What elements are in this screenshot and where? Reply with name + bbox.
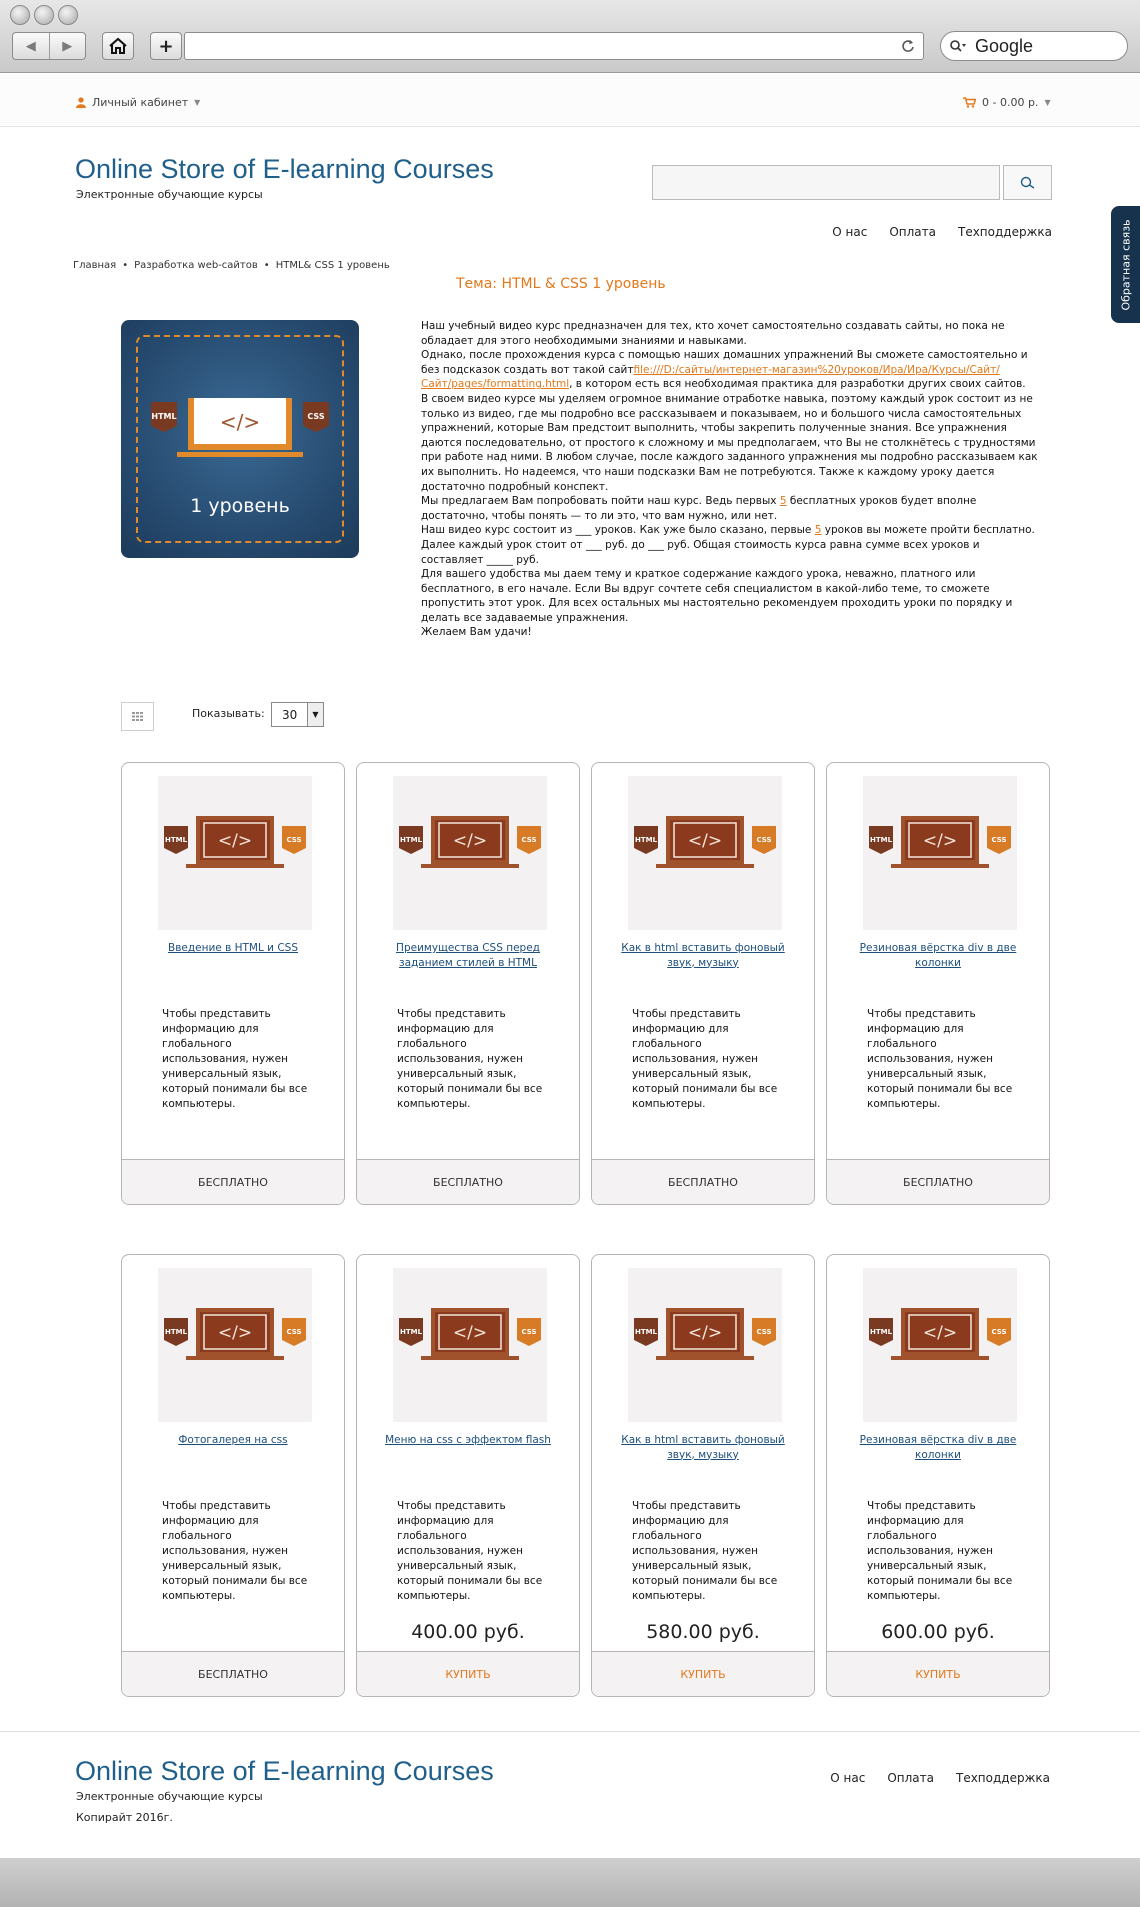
course-price: 600.00 руб. (881, 1621, 995, 1643)
laptop-code-icon (158, 1268, 312, 1422)
window-zoom-button[interactable] (58, 5, 78, 25)
user-icon (76, 97, 86, 108)
account-menu[interactable] (76, 96, 200, 109)
course-card[interactable] (356, 1254, 580, 1697)
cart-icon (963, 97, 976, 108)
svg-text:HTML: HTML (164, 836, 188, 844)
footer-nav-about[interactable]: О нас (830, 1771, 866, 1785)
per-page-value: 30 (282, 707, 298, 722)
svg-text:HTML: HTML (634, 836, 658, 844)
course-cover-image (121, 320, 359, 558)
course-card[interactable] (591, 762, 815, 1205)
course-title-link[interactable]: Введение в HTML и CSS (168, 942, 298, 954)
footer-divider (0, 1731, 1140, 1732)
site-logo[interactable]: Online Store of E-learning Courses (75, 154, 494, 184)
free-lessons-link[interactable]: 5 (779, 495, 787, 508)
footer-logo[interactable]: Online Store of E-learning Courses (75, 1756, 494, 1786)
home-icon (108, 37, 128, 55)
main-nav (832, 225, 1052, 239)
per-page-select[interactable] (271, 702, 324, 727)
breadcrumb-current: HTML& CSS 1 уровень (275, 260, 390, 271)
site-search-button[interactable] (1003, 165, 1052, 200)
grid-icon (132, 712, 143, 721)
back-button[interactable]: ◀ (25, 38, 36, 54)
footer-nav-payment[interactable]: Оплата (887, 1771, 934, 1785)
svg-text:HTML: HTML (399, 1328, 423, 1336)
description-paragraph: Далее каждый урок стоит от ___ руб. до ___ руб. Общая стоимость курса равна сумме всех уроков и составляет _____ руб. (421, 538, 980, 566)
search-icon (1019, 176, 1037, 190)
free-access-button[interactable]: БЕСПЛАТНО (592, 1159, 814, 1204)
site-tagline: Электронные обучающие курсы (76, 188, 263, 201)
course-summary: Чтобы представить информацию для глобального использования, нужен универсальный язык, который понимали бы все компьютеры. (867, 1500, 1013, 1602)
page-title: Тема: HTML & CSS 1 уровень (456, 276, 666, 292)
browser-search-field[interactable] (940, 31, 1128, 61)
free-access-button[interactable]: БЕСПЛАТНО (357, 1159, 579, 1204)
description-paragraph: Для вашего удобства мы даем тему и краткое содержание каждого урока, неважно, платного или бесплатного, в его начале. Если Вы вдруг сочтете себя специалистом в какой-либо теме, то сможете пропустить этот урок. Для всех остальных мы настоятельно рекомендуем проходить уроки по порядку и делать все задаваемые упражнения. (421, 568, 1013, 624)
chevron-down-icon: ▼ (194, 98, 201, 107)
description-paragraph: Желаем Вам удачи! (421, 626, 532, 639)
breadcrumb-home[interactable]: Главная (73, 260, 117, 271)
window-close-button[interactable] (10, 5, 30, 25)
cart-summary: 0 - 0.00 р. (982, 96, 1039, 109)
svg-text:</>: </> (217, 831, 253, 851)
laptop-code-icon (628, 1268, 782, 1422)
description-paragraph: Наш учебный видео курс предназначен для тех, кто хочет самостоятельно создавать сайты, но пока не обладает для этого необходимыми знаниями и навыками. (421, 320, 1005, 347)
course-thumbnail[interactable] (158, 1268, 312, 1422)
history-nav (12, 32, 86, 60)
window-minimize-button[interactable] (34, 5, 54, 25)
breadcrumb-category[interactable]: Разработка web-сайтов (134, 260, 258, 271)
free-access-button[interactable]: БЕСПЛАТНО (122, 1159, 344, 1204)
course-card[interactable] (121, 1254, 345, 1697)
footer-nav (830, 1771, 1050, 1785)
description-paragraph: В своем видео курсе мы уделяем огромное внимание отработке навыка, поэтому каждый урок состоит из не только из видео, где мы подробно все рассказываем и показываем, но и большого числа самостоятельных упражнений, которые Вам предстоит выполнить, чтобы закрепить полученные знания. Все упражнения даются последовательно, от простого к сложному и мы предполагаем, что Вы не столкнётесь с трудностями при работе над ними. В любом случае, после каждого заданного упражнения мы подробно рассказываем как их выполнить. Но надеемся, что наши подсказки Вам не потребуются. Также к каждому уроку дается достаточно подробный конспект. (421, 392, 1038, 493)
course-summary: Чтобы представить информацию для глобального использования, нужен универсальный язык, который понимали бы все компьютеры. (162, 1500, 308, 1602)
svg-text:</>: </> (217, 1323, 253, 1343)
svg-text:</>: </> (219, 410, 261, 434)
laptop-code-icon (393, 1268, 547, 1422)
description-paragraph: Наш видео курс состоит из ___ уроков. Как уже было сказано, первые 5 уроков вы можете пройти бесплатно. (421, 524, 1035, 537)
svg-text:</>: </> (452, 831, 488, 851)
per-page-label: Показывать: (192, 707, 265, 720)
breadcrumb-separator: • (122, 260, 129, 271)
laptop-code-icon (863, 776, 1017, 930)
buy-button[interactable]: КУПИТЬ (827, 1651, 1049, 1696)
course-thumbnail[interactable] (628, 1268, 782, 1422)
cart-widget[interactable] (963, 96, 1051, 109)
footer-copyright: Копирайт 2016г. (76, 1811, 173, 1824)
course-summary: Чтобы представить информацию для глобального использования, нужен универсальный язык, который понимали бы все компьютеры. (162, 1008, 308, 1110)
course-thumbnail[interactable] (393, 776, 547, 930)
free-access-button[interactable]: БЕСПЛАТНО (827, 1159, 1049, 1204)
svg-text:HTML: HTML (151, 412, 177, 421)
laptop-code-icon (158, 776, 312, 930)
description-paragraph: Мы предлагаем Вам попробовать пойти наш курс. Ведь первых 5 бесплатных уроков будет вполне достаточно, чтобы понять — то ли это, что вам нужно, или нет. (421, 495, 977, 522)
course-summary: Чтобы представить информацию для глобального использования, нужен универсальный язык, который понимали бы все компьютеры. (397, 1008, 543, 1110)
course-thumbnail[interactable] (863, 1268, 1017, 1422)
course-summary: Чтобы представить информацию для глобального использования, нужен универсальный язык, который понимали бы все компьютеры. (632, 1008, 778, 1110)
course-title-link[interactable]: Меню на css с эффектом flash (385, 1434, 551, 1446)
breadcrumb-separator: • (263, 260, 270, 271)
course-title-link[interactable]: Как в html вставить фоновый звук, музыку (621, 1434, 785, 1461)
svg-text:</>: </> (687, 831, 723, 851)
svg-text:CSS: CSS (521, 836, 537, 844)
svg-text:HTML: HTML (634, 1328, 658, 1336)
svg-text:</>: </> (452, 1323, 488, 1343)
svg-text:</>: </> (922, 1323, 958, 1343)
address-bar[interactable] (184, 32, 924, 60)
top-user-bar (0, 74, 1140, 127)
svg-text:CSS: CSS (756, 1328, 772, 1336)
svg-text:HTML: HTML (399, 836, 423, 844)
breadcrumb (73, 260, 390, 271)
course-price: 580.00 руб. (646, 1621, 760, 1643)
svg-text:CSS: CSS (991, 836, 1007, 844)
description-paragraph: Однако, после прохождения курса с помощью наших домашних упражнений Вы сможете самостоятельно и без подсказок создать вот такой сайтfile:///D:/сайты/интернет-магазин%20уроков/Ира/Ира/Курсы/Сайт/Сайт/pages/formatting.html, в котором есть вся необходимая практика для разработки других своих сайтов. (421, 349, 1028, 391)
course-summary: Чтобы представить информацию для глобального использования, нужен универсальный язык, который понимали бы все компьютеры. (632, 1500, 778, 1602)
laptop-code-icon (393, 776, 547, 930)
account-label: Личный кабинет (92, 96, 189, 109)
browser-bottom-bar (0, 1858, 1140, 1907)
free-access-button[interactable]: БЕСПЛАТНО (122, 1651, 344, 1696)
course-description (421, 319, 1045, 640)
free-lessons-link[interactable]: 5 (814, 524, 822, 537)
course-card[interactable] (121, 762, 345, 1205)
course-title-link[interactable]: Резиновая вёрстка div в две колонки (859, 942, 1017, 969)
course-title-link[interactable]: Преимущества CSS перед заданием стилей в HTML (396, 942, 540, 969)
grid-view-button[interactable] (121, 702, 154, 731)
course-summary: Чтобы представить информацию для глобального использования, нужен универсальный язык, который понимали бы все компьютеры. (867, 1008, 1013, 1110)
magnifier-icon (949, 39, 967, 53)
feedback-label: Обратная связь (1119, 218, 1132, 311)
course-card[interactable] (591, 1254, 815, 1697)
svg-text:</>: </> (922, 831, 958, 851)
search-engine-label: Google (975, 35, 1034, 56)
svg-text:CSS: CSS (521, 1328, 537, 1336)
nav-support[interactable]: Техподдержка (957, 225, 1052, 239)
chevron-down-icon: ▼ (1044, 98, 1051, 107)
site-search-input[interactable] (652, 165, 1000, 200)
svg-text:HTML: HTML (869, 836, 893, 844)
course-thumbnail[interactable] (863, 776, 1017, 930)
chevron-down-icon: ▼ (307, 703, 323, 726)
laptop-code-icon (863, 1268, 1017, 1422)
course-price: 400.00 руб. (411, 1621, 525, 1643)
reload-icon[interactable] (901, 39, 915, 53)
svg-text:</>: </> (687, 1323, 723, 1343)
svg-text:CSS: CSS (991, 1328, 1007, 1336)
feedback-tab[interactable] (1111, 206, 1140, 323)
svg-text:CSS: CSS (286, 836, 302, 844)
footer-tagline: Электронные обучающие курсы (76, 1790, 263, 1803)
course-thumbnail[interactable] (393, 1268, 547, 1422)
browser-chrome (0, 0, 1140, 73)
course-card[interactable] (826, 1254, 1050, 1697)
nav-payment[interactable]: Оплата (889, 225, 936, 239)
svg-text:CSS: CSS (756, 836, 772, 844)
course-thumbnail[interactable] (158, 776, 312, 930)
svg-text:HTML: HTML (869, 1328, 893, 1336)
footer-nav-support[interactable]: Техподдержка (955, 1771, 1050, 1785)
course-summary: Чтобы представить информацию для глобального использования, нужен универсальный язык, который понимали бы все компьютеры. (397, 1500, 543, 1602)
course-title-link[interactable]: Как в html вставить фоновый звук, музыку (621, 942, 785, 969)
course-thumbnail[interactable] (628, 776, 782, 930)
nav-about[interactable]: О нас (832, 225, 868, 239)
course-title-link[interactable]: Резиновая вёрстка div в две колонки (859, 1434, 1017, 1461)
example-site-link[interactable]: file:///D:/сайты/интернет-магазин%20уроков/Ира/Ира/Курсы/Сайт/Сайт/pages/formatting.html (421, 363, 1000, 391)
course-title-link[interactable]: Фотогалерея на css (178, 1434, 288, 1446)
svg-text:CSS: CSS (307, 412, 325, 421)
forward-button[interactable]: ▶ (49, 33, 86, 59)
home-button[interactable] (102, 32, 134, 60)
laptop-code-icon (147, 398, 337, 468)
course-card[interactable] (356, 762, 580, 1205)
laptop-code-icon (628, 776, 782, 930)
svg-text:HTML: HTML (164, 1328, 188, 1336)
course-level: 1 уровень (190, 495, 290, 517)
new-tab-button[interactable]: + (150, 32, 182, 60)
buy-button[interactable]: КУПИТЬ (357, 1651, 579, 1696)
svg-text:CSS: CSS (286, 1328, 302, 1336)
buy-button[interactable]: КУПИТЬ (592, 1651, 814, 1696)
course-card[interactable] (826, 762, 1050, 1205)
